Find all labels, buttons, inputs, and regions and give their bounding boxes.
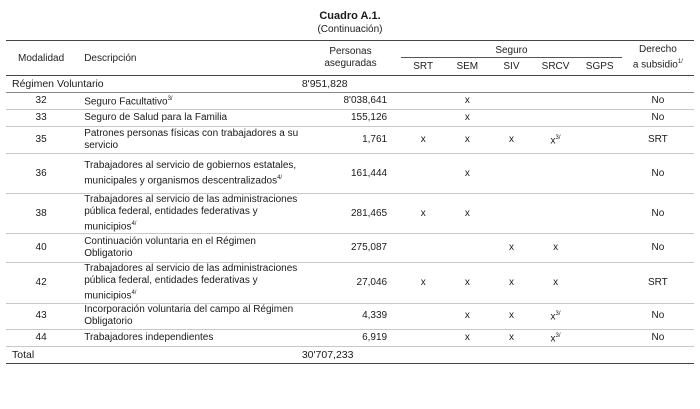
header-personas-line2: aseguradas [324,58,377,69]
row-personas: 8'038,641 [300,93,401,110]
row-personas: 6,919 [300,329,401,346]
row-descripcion-text: Incorporación voluntaria del campo al Régimen Obligatorio [84,304,294,328]
row-siv: x [489,329,533,346]
row-descripcion [76,154,300,194]
row-modalidad: 44 [6,329,76,346]
row-sem: x [445,110,489,127]
row-derecho: SRT [622,263,694,303]
row-descripcion [76,194,300,234]
row-descripcion-text: Seguro de Salud para la Familia [84,112,228,123]
row-descripcion-text: Continuación voluntaria en el Régimen Obligatorio [84,236,256,260]
table-row [6,303,694,329]
table-row [6,154,694,194]
row-personas: 275,087 [300,234,401,263]
row-sgps [578,127,622,154]
row-srcv [534,303,578,329]
row-sem [445,234,489,263]
header-srcv: SRCV [534,58,578,76]
row-sem: x [445,194,489,234]
table-row [6,329,694,346]
row-srcv-mark: x [553,242,559,254]
row-siv: x [489,303,533,329]
header-derecho-line1: Derecho [638,44,677,56]
row-descripcion [76,234,300,263]
header-modalidad: Modalidad [6,41,76,76]
row-sgps [578,329,622,346]
row-descripcion [76,93,300,110]
table-caption [0,0,700,36]
row-siv [489,194,533,234]
data-table [6,40,694,364]
row-descripcion [76,329,300,346]
row-srcv [534,329,578,346]
table-row [6,127,694,154]
row-sgps [578,110,622,127]
row-modalidad: 33 [6,110,76,127]
table-row [6,263,694,303]
table-row [6,194,694,234]
row-sem: x [445,154,489,194]
row-sgps [578,303,622,329]
row-srt: x [401,194,445,234]
row-srcv-note: 3/ [555,332,561,339]
table-row [6,93,694,110]
row-srcv-mark: x [550,135,556,147]
row-personas: 27,046 [300,263,401,303]
row-modalidad: 40 [6,234,76,263]
row-descripcion-note: 4/ [277,174,283,181]
row-personas: 155,126 [300,110,401,127]
row-derecho: No [622,329,694,346]
row-modalidad: 36 [6,154,76,194]
row-siv: x [489,127,533,154]
row-sem: x [445,93,489,110]
row-srt [401,329,445,346]
regimen-row [6,76,694,93]
row-sgps [578,194,622,234]
row-personas: 4,339 [300,303,401,329]
row-srcv [534,234,578,263]
row-modalidad: 32 [6,93,76,110]
header-sem: SEM [445,58,489,76]
row-derecho: No [622,93,694,110]
row-srcv [534,110,578,127]
row-descripcion-text: Seguro Facultativo [84,96,168,108]
row-descripcion-note: 4/ [131,221,137,227]
row-srt [401,154,445,194]
row-derecho: SRT [622,127,694,154]
row-srt: x [401,127,445,154]
table-row [6,110,694,127]
total-personas: 30'707,233 [300,346,401,363]
row-descripcion-text: Trabajadores al servicio de gobiernos estatales, municipales y organismos descentralizados [84,159,297,187]
header-derecho-line2 [622,56,694,71]
row-srcv [534,93,578,110]
header-seguro: Seguro [401,41,622,58]
total-filler [401,346,694,363]
row-srt: x [401,263,445,303]
row-srcv-note: 3/ [555,311,561,318]
row-siv: x [489,263,533,303]
row-modalidad: 35 [6,127,76,154]
row-personas: 161,444 [300,154,401,194]
row-siv [489,154,533,194]
row-descripcion-text: Trabajadores al servicio de las administraciones pública federal, entidades federativas y municipios [84,263,298,302]
row-descripcion [76,110,300,127]
row-personas: 1,761 [300,127,401,154]
header-personas-line1: Personas [329,46,372,57]
header-srt: SRT [401,58,445,76]
row-descripcion [76,303,300,329]
row-derecho: No [622,110,694,127]
row-descripcion-text: Trabajadores al servicio de las administraciones pública federal, entidades federativas y municipios [84,194,298,233]
row-derecho: No [622,194,694,234]
total-row [6,346,694,363]
header-descripcion: Descripción [76,41,300,76]
row-sem: x [445,329,489,346]
row-descripcion [76,263,300,303]
row-srcv-mark: x [553,276,559,288]
header-derecho [622,41,694,76]
row-siv [489,93,533,110]
row-siv: x [489,234,533,263]
row-sem: x [445,303,489,329]
row-modalidad: 43 [6,303,76,329]
row-descripcion [76,127,300,154]
row-sem: x [445,263,489,303]
row-srcv-mark: x [550,311,556,323]
row-sgps [578,154,622,194]
row-siv [489,110,533,127]
row-sgps [578,263,622,303]
row-srcv-note: 3/ [555,135,561,142]
header-sgps: SGPS [578,58,622,76]
row-srcv-mark: x [550,333,556,345]
row-srt [401,303,445,329]
row-modalidad: 38 [6,194,76,234]
row-descripcion-text: Patrones personas físicas con trabajadores a su servicio [84,128,299,151]
table-subtitle: (Continuación) [317,24,383,35]
row-modalidad: 42 [6,263,76,303]
row-srt [401,110,445,127]
row-srt [401,234,445,263]
total-label: Total [6,346,300,363]
header-derecho-line2-text: a subsidio [632,59,678,71]
regimen-filler [401,76,694,93]
row-descripcion-note: 3/ [167,96,173,103]
row-derecho: No [622,234,694,263]
header-siv: SIV [489,58,533,76]
row-srcv [534,194,578,234]
row-sgps [578,234,622,263]
regimen-personas: 8'951,828 [300,76,401,93]
row-srt [401,93,445,110]
row-personas: 281,465 [300,194,401,234]
row-descripcion-note: 4/ [131,290,137,297]
table-title: Cuadro A.1. [319,10,381,22]
table-row [6,234,694,263]
regimen-label: Régimen Voluntario [6,76,300,93]
header-personas [300,41,401,76]
row-srcv [534,154,578,194]
row-srcv [534,127,578,154]
row-sgps [578,93,622,110]
row-derecho: No [622,303,694,329]
row-sem: x [445,127,489,154]
row-descripcion-text: Trabajadores independientes [84,331,214,343]
header-derecho-note: 1/ [677,59,683,66]
row-srcv [534,263,578,303]
row-derecho: No [622,154,694,194]
